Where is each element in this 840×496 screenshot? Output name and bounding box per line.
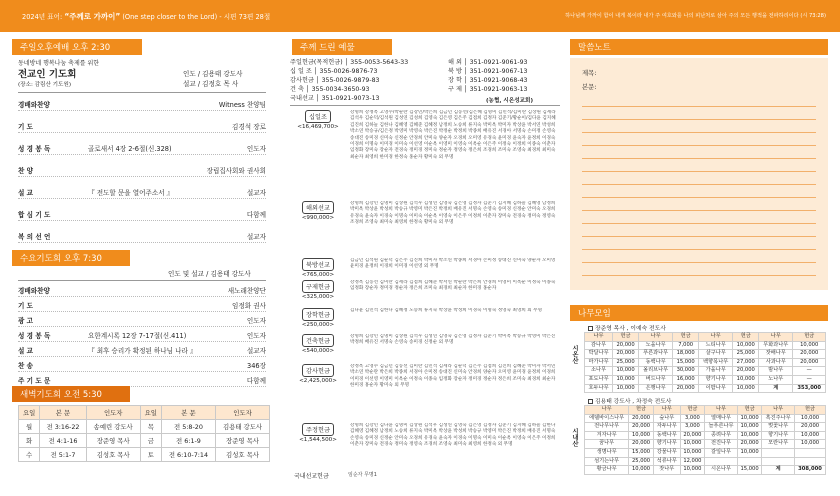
tree-cell: 20,000 xyxy=(793,358,826,367)
wednesday-item-value: 요한계시록 12장 7-17절(신.411) xyxy=(88,332,187,340)
tree-cell: 밤나무 xyxy=(759,367,793,376)
offering-group xyxy=(296,423,340,443)
wednesday-service xyxy=(18,268,266,385)
account-line: 주일헌금(목적헌금) │ 355-0053-5643-33 xyxy=(290,59,409,66)
tree-cell: 15,000 xyxy=(673,358,699,367)
group2-head: 김용태 강도사 , 차정숙 전도사 xyxy=(588,396,671,405)
offering-group xyxy=(296,280,340,300)
tree-cell: 3,000 xyxy=(680,414,705,423)
dawn-cell: 토 xyxy=(140,448,161,462)
wednesday-item-label: 설 교 xyxy=(18,347,34,355)
offering-amount: <990,000> xyxy=(301,215,335,221)
offering-names: 강명희 김강민 김다윤 김명미 김상원 김석우 김성연 김영숙 김은영 김정자 김준기 김지혜 김하늘 김한나 김혜영 김혜정 남정희 노승희 류지숙 박미옥 박상윤 박성희 박승규 박영미 박은진 박정희 배유진 서명숙 손영숙 송미경 신정순 안미숙 오경희 유경숙 윤숙자 이경숙 이명숙 이미숙 이순옥 이영숙 이은주 이정희 이춘자 장미숙 전경숙 정미숙 정영숙 조경희 조영숙 최미숙 최영희 한정숙 외 무명 xyxy=(350,423,556,448)
square-bullet-icon xyxy=(588,399,593,404)
sunday-item-value: 설교자 xyxy=(246,233,266,241)
note-line xyxy=(582,275,816,276)
dotted-leader xyxy=(18,341,266,342)
tree-cell: 향기나무 xyxy=(762,431,795,440)
note-line xyxy=(582,106,816,107)
dawn-cell: 김성호 목사 xyxy=(216,448,270,462)
sunday-item-label: 찬 양 xyxy=(18,167,34,175)
tree-cell: 마가나무 xyxy=(585,358,613,367)
group1-side-label: 시온산 xyxy=(571,345,578,364)
tree-cell: 20,000 xyxy=(629,414,654,423)
dawn-cell: 전 5:1-7 xyxy=(40,448,87,462)
tree-cell: 10,000 xyxy=(737,414,762,423)
tree-cell: 25,000 xyxy=(733,350,759,359)
tree-cell: 27,000 xyxy=(733,358,759,367)
offering-group xyxy=(296,110,340,130)
sunday-service xyxy=(18,58,266,258)
tree-cell: 20,000 xyxy=(793,350,826,359)
wednesday-item-who: 인도자 xyxy=(246,332,266,340)
table-row xyxy=(585,367,826,376)
note-text-label: 본문: xyxy=(582,83,597,91)
tree-cell: 가을나무 xyxy=(699,367,733,376)
offering-names: 강정옥 김동선 김미란 김세라 김점희 김혜준 박서연 박순란 박은희 안경희 이영미 이옥순 이정숙 이종숙 임정화 장순자 정미경 정순자 정은희 조미숙 최경희 최순자 한미경 홍순자 xyxy=(350,280,556,292)
wednesday-item-value: 임정화 권사 xyxy=(232,302,266,310)
group2-side-label: 시내산 xyxy=(571,428,578,447)
dawn-cell: 화 xyxy=(19,434,40,448)
tree-header-cell: 헌금 xyxy=(680,406,705,415)
tree-cell: 308,000 xyxy=(794,466,825,475)
tree-cell: 15,000 xyxy=(629,448,654,457)
table-row xyxy=(585,414,826,423)
tree-cell: 섬기는나무 xyxy=(585,457,629,466)
note-line xyxy=(582,145,816,146)
dawn-cell: 장준영 목사 xyxy=(216,434,270,448)
tree-cell: 10,000 xyxy=(613,384,639,393)
tree-cell: 소나무 xyxy=(585,367,613,376)
tree-cell: 노나무 xyxy=(759,375,793,384)
table-row xyxy=(585,358,826,367)
tree-cell xyxy=(705,457,738,466)
tree-header-cell: 헌금 xyxy=(733,333,759,342)
dotted-leader xyxy=(18,220,266,221)
tree-cell: 20,000 xyxy=(673,384,699,393)
account-line: 건 축 │ 355-0034-3650-93 xyxy=(290,86,370,93)
dawn-cell: 금 xyxy=(140,434,161,448)
tree-cell: 석류나무 xyxy=(653,457,680,466)
sunday-item-value: Witness 찬양팀 xyxy=(218,101,266,109)
tree-cell: — xyxy=(793,367,826,376)
note-line xyxy=(582,158,816,159)
offering-label: 감사헌금 xyxy=(302,364,334,377)
table-row xyxy=(585,440,826,449)
tree-header-cell: 나무 xyxy=(653,406,680,415)
table-row xyxy=(585,375,826,384)
offering-label: 해외선교 xyxy=(302,201,334,214)
tree-section-title: 나무모임 xyxy=(570,305,828,321)
dawn-table xyxy=(18,405,270,462)
sunday-item-label: 기 도 xyxy=(18,123,34,131)
dawn-cell: 김성호 목사 xyxy=(86,448,140,462)
wednesday-item-label: 광 고 xyxy=(18,317,34,325)
offering-group xyxy=(296,364,340,384)
account-line: 해 외 │ 351-0921-9061-93 xyxy=(448,59,528,66)
tree-header-cell: 헌금 xyxy=(794,406,825,415)
offering-label: 북방선교 xyxy=(302,258,334,271)
note-line xyxy=(582,223,816,224)
tree-header-cell: 헌금 xyxy=(629,406,654,415)
tree-cell: 20,000 xyxy=(737,440,762,449)
wednesday-item-label: 기 도 xyxy=(18,302,34,310)
offering-names: 김다윤 김민석 김한나 김혜정 노승희 류지숙 박상윤 박성희 이경숙 이명숙 정영숙 최영희 외 무명 xyxy=(350,308,543,313)
offering-group xyxy=(296,258,340,278)
tree-cell: 버드나무 xyxy=(638,375,672,384)
tree-cell: 동백나무 xyxy=(638,358,672,367)
header-bar xyxy=(0,0,840,32)
square-bullet-icon xyxy=(588,326,593,331)
wednesday-item-value: 다함께 xyxy=(246,377,266,385)
tree-header-cell: 나무 xyxy=(762,406,795,415)
tree-cell: 무화과나무 xyxy=(759,341,793,350)
tree-cell: 생명나무 xyxy=(585,448,629,457)
tree-cell: 호두나무 xyxy=(585,384,613,393)
account-line: 북 방 │ 351-0921-9067-13 xyxy=(448,68,528,75)
offering-names: 강정옥 고영수 김금년 김동선 김미란 김민석 김세라 김순덕 김은주 김점희 김진희 김혜준 박미자 박서연 박소연 박순란 박은희 박종희 서경아 손미정 송대진 신미숙 안경희 양순자 오미영 윤미경 윤정희 이경희 이미경 이선영 이영미 이옥순 이정숙 이종숙 임정화 장순자 정미경 정순자 정은희 조미숙 최경희 최순자 한미경 홍순자 황미숙 외 무명 xyxy=(350,364,556,389)
dotted-leader xyxy=(18,110,266,111)
tree-cell: 자두나무 xyxy=(653,423,680,432)
tree-header-cell: 나무 xyxy=(638,333,672,342)
sunday-item-value: 골로새서 4장 2-6절(신.328) xyxy=(88,145,172,153)
tree-cell: 느티나무 xyxy=(699,341,733,350)
dotted-leader xyxy=(18,311,266,312)
offering-amount: <250,000> xyxy=(301,322,335,328)
offering-amount: <540,000> xyxy=(301,348,335,354)
offering-label: 주정헌금 xyxy=(302,423,334,436)
dotted-leader xyxy=(18,242,266,243)
tree-cell: 10,000 xyxy=(733,341,759,350)
wednesday-item-value: 인도자 xyxy=(246,317,266,325)
tree-cell: 전나무나무 xyxy=(585,423,629,432)
dawn-header-cell: 본 문 xyxy=(40,406,87,420)
tree-cell: 18,000 xyxy=(673,350,699,359)
tree-cell: 계 xyxy=(759,384,793,393)
tree-header-cell: 헌금 xyxy=(737,406,762,415)
tree-cell: 15,000 xyxy=(737,466,762,475)
offering-amount: <16,469,700> xyxy=(297,124,339,130)
dawn-header-cell: 요일 xyxy=(140,406,161,420)
dawn-header-cell: 본 문 xyxy=(161,406,215,420)
offering-group xyxy=(296,308,340,328)
tree-cell: 갈잎나무 xyxy=(705,448,738,457)
account-line: 감사헌금 │ 355-0026-9879-83 xyxy=(290,77,380,84)
account-list-left xyxy=(290,58,408,103)
offering-names: 강명희 김강민 김명미 김상원 김석우 김성연 김영숙 김은영 김정자 김준기 박미옥 박승규 박영미 박은진 박정희 배유진 서명숙 손영숙 송미경 신정순 외 무명 xyxy=(350,334,556,346)
dawn-cell: 목 xyxy=(140,420,161,434)
offering-group xyxy=(296,334,340,354)
table-row xyxy=(585,457,826,466)
sunday-item-label: 합 심 기 도 xyxy=(18,211,51,219)
tree-cell: 벚꽃나무 xyxy=(762,423,795,432)
offering-names: 강명희 김강민 김명미 김상원 김석우 김성연 김영숙 김은영 김정자 김준기 김지혜 김하늘 김혜영 남정희 박미옥 박상윤 박성희 박승규 박영미 박은진 박정희 배유진 서명숙 손영숙 송미경 신정순 안미숙 오경희 유경숙 윤숙자 이경숙 이명숙 이미숙 이순옥 이영숙 이은주 이정희 이춘자 장미숙 전경숙 정미숙 정영숙 조경희 조영숙 최미숙 최영희 한정숙 황미숙 외 무명 xyxy=(350,201,556,226)
theme-bold: “주께로 가까이” xyxy=(64,12,121,21)
tree-cell: 포도나무 xyxy=(585,375,613,384)
group2-table xyxy=(584,405,826,475)
dotted-leader xyxy=(18,296,266,297)
tree-cell: 10,000 xyxy=(733,375,759,384)
tree-cell: 잣배나무 xyxy=(759,350,793,359)
table-row xyxy=(585,384,826,393)
tree-cell: 10,000 xyxy=(737,448,762,457)
tree-cell: 전진나무 xyxy=(705,440,738,449)
tree-cell: 20,000 xyxy=(613,341,639,350)
tree-header-cell: 헌금 xyxy=(673,333,699,342)
account-line: 십 일 조 │ 355-0026-9876-73 xyxy=(290,68,378,75)
offering-column xyxy=(290,58,560,496)
dawn-cell: 전 6:10-7:14 xyxy=(161,448,215,462)
tree-cell: 353,000 xyxy=(793,384,826,393)
sunday-item-who: 인도자 xyxy=(246,145,266,153)
dawn-cell: 전 4:1-16 xyxy=(40,434,87,448)
tree-cell: — xyxy=(793,375,826,384)
tree-cell xyxy=(794,448,825,457)
offering-names: 김금년 김석원 김순덕 김은주 김진희 박미자 박소연 박종희 서경아 손미정 송대진 신미숙 양순자 오미영 윤미경 윤정희 이경희 이미경 이선영 외 무명 xyxy=(350,258,556,270)
tree-cell: 10,000 xyxy=(680,466,705,475)
tree-cell: 10,000 xyxy=(794,440,825,449)
tree-cell: 향기나무 xyxy=(699,375,733,384)
group1-table xyxy=(584,332,826,393)
table-row xyxy=(19,434,270,448)
dawn-cell: 전 6:1-9 xyxy=(161,434,215,448)
tree-cell xyxy=(737,457,762,466)
dawn-header-cell: 요일 xyxy=(19,406,40,420)
theme-verse: 하나님께 가까이 함이 내게 복이라 내가 주 여호와를 나의 피난처로 삼아 주의 모든 행적을 전파하리이다 (시 73:28) xyxy=(565,13,826,19)
tree-cell: 향기나무 xyxy=(653,440,680,449)
tree-cell: 20,000 xyxy=(794,423,825,432)
year-theme: 2024년 표어: “주께로 가까이” (One step closer to the Lord) - 시편 73편 28절 xyxy=(22,12,271,21)
dotted-leader xyxy=(18,132,266,133)
tree-header-cell: 헌금 xyxy=(613,333,639,342)
group1-head: 장준영 목사 , 이예숙 전도사 xyxy=(588,323,666,332)
tree-cell: 20,000 xyxy=(680,431,705,440)
dawn-cell: 전 5:8-20 xyxy=(161,420,215,434)
tree-cell: 10,000 xyxy=(629,466,654,475)
offering-label: 건축헌금 xyxy=(302,334,334,347)
tree-header-cell: 헌금 xyxy=(793,333,826,342)
domestic-mission-names: 임순자 무명1 xyxy=(348,472,377,478)
tree-cell: 30,000 xyxy=(673,367,699,376)
tree-cell: 7,000 xyxy=(673,341,699,350)
tree-cell: 노을나무 xyxy=(638,341,672,350)
tree-cell: 10,000 xyxy=(733,384,759,393)
table-row xyxy=(585,350,826,359)
dawn-cell: 김용태 강도사 xyxy=(216,420,270,434)
sermon-note-area xyxy=(570,58,828,290)
dawn-schedule xyxy=(18,405,270,462)
wednesday-item-who: 설교자 xyxy=(246,347,266,355)
tree-cell: 겨자나무 xyxy=(585,431,629,440)
tree-cell: 감나무 xyxy=(585,341,613,350)
dawn-header-cell: 인도자 xyxy=(216,406,270,420)
tree-cell: 25,000 xyxy=(613,358,639,367)
tree-cell: 10,000 xyxy=(613,367,639,376)
sunday-item-who: 설교자 xyxy=(246,189,266,197)
note-line xyxy=(582,119,816,120)
tree-cell: 20,000 xyxy=(613,350,639,359)
tree-cell: 잣나무 xyxy=(653,466,680,475)
tree-cell: 20,000 xyxy=(629,423,654,432)
tree-cell xyxy=(762,457,795,466)
dotted-leader xyxy=(18,198,266,199)
bank-name: (농협, 시온성교회) xyxy=(486,98,534,104)
table-row xyxy=(19,420,270,434)
dotted-leader xyxy=(18,154,266,155)
wednesday-item-label: 주 기 도 문 xyxy=(18,377,51,385)
tree-cell: 백향목나무 xyxy=(699,358,733,367)
offering-amount: <2,425,000> xyxy=(299,378,337,384)
tree-cell: 16,000 xyxy=(673,375,699,384)
tree-cell: 12,000 xyxy=(680,457,705,466)
note-line xyxy=(582,171,816,172)
tree-cell: 박달나무 xyxy=(585,350,613,359)
tree-cell: 강물나무 xyxy=(653,448,680,457)
tree-cell: 10,000 xyxy=(737,423,762,432)
prayer-location: (장소: 감림산 기도원) xyxy=(18,82,72,88)
offering-label: 구제헌금 xyxy=(302,280,334,293)
tree-header-cell: 나무 xyxy=(705,406,738,415)
tree-cell: 살구나무 xyxy=(699,350,733,359)
tree-cell: 종려나무 xyxy=(705,431,738,440)
notes-section-title: 말씀노트 xyxy=(570,39,828,55)
lead-role-2: 설교 / 김정호 목 사 xyxy=(183,80,239,88)
offering-amount: <1,544,500> xyxy=(299,437,337,443)
sunday-item-value: 다함께 xyxy=(246,211,266,219)
tree-cell: 숲나무 xyxy=(653,414,680,423)
tree-cell: 열매나무 xyxy=(705,414,738,423)
wednesday-lead: 인도 및 설교 / 김용태 강도사 xyxy=(168,270,251,278)
note-line xyxy=(582,132,816,133)
dotted-leader xyxy=(18,356,266,357)
wednesday-item-value: 『 최후 승리가 확정된 하나님 나라 』 xyxy=(88,347,197,355)
offering-section-title: 주께 드린 예물 xyxy=(292,39,392,55)
tree-cell: 25,000 xyxy=(629,457,654,466)
sunday-item-value: 『 전도할 문을 열어주소서 』 xyxy=(88,189,174,197)
wednesday-item-label: 경배와찬양 xyxy=(18,287,50,295)
tree-cell: 꿈나무 xyxy=(585,440,629,449)
tree-cell: 10,000 xyxy=(680,440,705,449)
dawn-cell: 송예린 강도사 xyxy=(86,420,140,434)
tree-cell: 모란나무 xyxy=(762,440,795,449)
account-line: 국내선교 │ 351-0921-9073-13 xyxy=(290,95,380,102)
note-line xyxy=(582,210,816,211)
tree-header-cell: 나무 xyxy=(585,406,629,415)
sunday-item-label: 성 경 봉 독 xyxy=(18,145,51,153)
tree-cell: 이팝나무 xyxy=(699,384,733,393)
offering-amount: <325,000> xyxy=(301,294,335,300)
account-line: 장 학 │ 351-0921-9068-43 xyxy=(448,77,528,84)
sunday-section-title: 주일오후예배 오후 2:30 xyxy=(12,39,142,55)
dotted-leader xyxy=(18,326,266,327)
account-list-right xyxy=(448,58,527,94)
note-line xyxy=(582,197,816,198)
sunday-item-value: 김경석 장로 xyxy=(232,123,266,131)
dotted-leader xyxy=(18,176,266,177)
wednesday-item-label: 찬 송 xyxy=(18,362,34,370)
tree-cell: 10,000 xyxy=(737,431,762,440)
tree-cell: 10,000 xyxy=(793,341,826,350)
account-line: 구 제 │ 351-0921-9063-13 xyxy=(448,86,528,93)
tree-cell: 시온나무 xyxy=(705,466,738,475)
note-subject-label: 제목: xyxy=(582,69,597,77)
offering-names: 강명희 강정옥 고영수/박순란 김강민/박은희 김금년 김동선/김은혜 김명미 김민석/김미란 김상원 김세라 김석우 김순덕/김석원 김성연 김성희 김영숙 김은영 김은주 김점희 김정자 김준기/황순이/김다윤 김지혜 김진희 김하늘 김한나 김혜영 김혜준 김혜정 남정희 노승희 류지숙 박미옥 박미자 박상윤 박서연 박성희 박소연 박승규/김은정 박영미 박영숙 박은진 박정순 박정희 박종희 배유진 서경아 서명숙 손미정 손영숙 송대진 송미경 신미숙 신정순 안경희 안미숙 양순자 오경희 오미영 유경숙 윤미경 윤숙자 윤정희 이경숙 이경희 이명숙 이미경 이미숙 이선영 이순옥 이영미 이영숙 이옥순 이은주 이정숙 이정희 이종숙 이춘자 임정화 장미숙 장순자 전경숙 정미경 정미숙 정순자 정영숙 정은희 조경희 조미숙 조영숙 최경희 최미숙 최순자 최영희 한미경 한정숙 홍순자 황미숙 외 무명 xyxy=(350,110,556,160)
tree-cell: 동백나무 xyxy=(653,431,680,440)
wednesday-item-value: 346장 xyxy=(247,362,266,370)
prayer-pre: 동네방네 행복나눔 축제를 위한 xyxy=(18,60,100,67)
tree-cell: 3,000 xyxy=(680,423,705,432)
offering-label: 십일조 xyxy=(305,110,331,123)
tree-cell: 사과나무 xyxy=(759,358,793,367)
offering-group xyxy=(296,201,340,221)
tree-cell: 늘푸른나무 xyxy=(705,423,738,432)
note-line xyxy=(582,262,816,263)
tree-cell: 10,000 xyxy=(794,414,825,423)
table-row xyxy=(19,448,270,462)
tree-cell: 은행나무 xyxy=(638,384,672,393)
offering-label: 장학헌금 xyxy=(302,308,334,321)
dawn-header-cell: 인도자 xyxy=(86,406,140,420)
table-row xyxy=(585,448,826,457)
table-row xyxy=(585,431,826,440)
dawn-cell: 월 xyxy=(19,420,40,434)
dawn-cell: 전 3:16-22 xyxy=(40,420,87,434)
tree-cell: 올리브나무 xyxy=(638,367,672,376)
dawn-section-title: 새벽기도회 오전 5:30 xyxy=(12,386,130,402)
domestic-mission-label: 국내선교헌금 xyxy=(294,473,329,480)
sunday-item-label: 복 의 선 언 xyxy=(18,233,51,241)
dawn-cell: 장준영 목사 xyxy=(86,434,140,448)
wednesday-item-value: 새노래찬양단 xyxy=(227,287,266,295)
table-row xyxy=(585,466,826,475)
tree-header-cell: 나무 xyxy=(759,333,793,342)
tree-cell: 10,000 xyxy=(794,431,825,440)
dotted-leader xyxy=(18,371,266,372)
tree-cell: 푸른과나무 xyxy=(638,350,672,359)
note-line xyxy=(582,184,816,185)
table-row xyxy=(585,423,826,432)
dawn-cell: 수 xyxy=(19,448,40,462)
note-line xyxy=(582,236,816,237)
tree-cell: 20,000 xyxy=(733,367,759,376)
table-row xyxy=(585,341,826,350)
tree-cell: 10,000 xyxy=(613,375,639,384)
sunday-item-label: 경배와찬양 xyxy=(18,101,50,109)
tree-cell: 10,000 xyxy=(680,448,705,457)
tree-cell xyxy=(762,448,795,457)
prayer-title: 전교인 기도회 xyxy=(18,69,77,80)
tree-cell: 흑진주나무 xyxy=(762,414,795,423)
tree-cell: 20,000 xyxy=(629,440,654,449)
note-line xyxy=(582,249,816,250)
tree-header-cell: 나무 xyxy=(699,333,733,342)
tree-cell: 에델바이스나무 xyxy=(585,414,629,423)
sunday-item-value: 장립집사회와 권사회 xyxy=(206,167,266,175)
lead-role-1: 인도 / 김용태 강도사 xyxy=(183,70,243,78)
sunday-item-label: 설 교 xyxy=(18,189,34,197)
tree-cell: 10,000 xyxy=(629,431,654,440)
wednesday-section-title: 수요기도회 오후 7:30 xyxy=(12,250,130,266)
tree-header-cell: 나무 xyxy=(585,333,613,342)
tree-cell xyxy=(794,457,825,466)
tree-cell: 황금나무 xyxy=(585,466,629,475)
tree-cell: 계 xyxy=(762,466,795,475)
wednesday-item-label: 성 경 봉 독 xyxy=(18,332,51,340)
offering-amount: <765,000> xyxy=(301,272,335,278)
